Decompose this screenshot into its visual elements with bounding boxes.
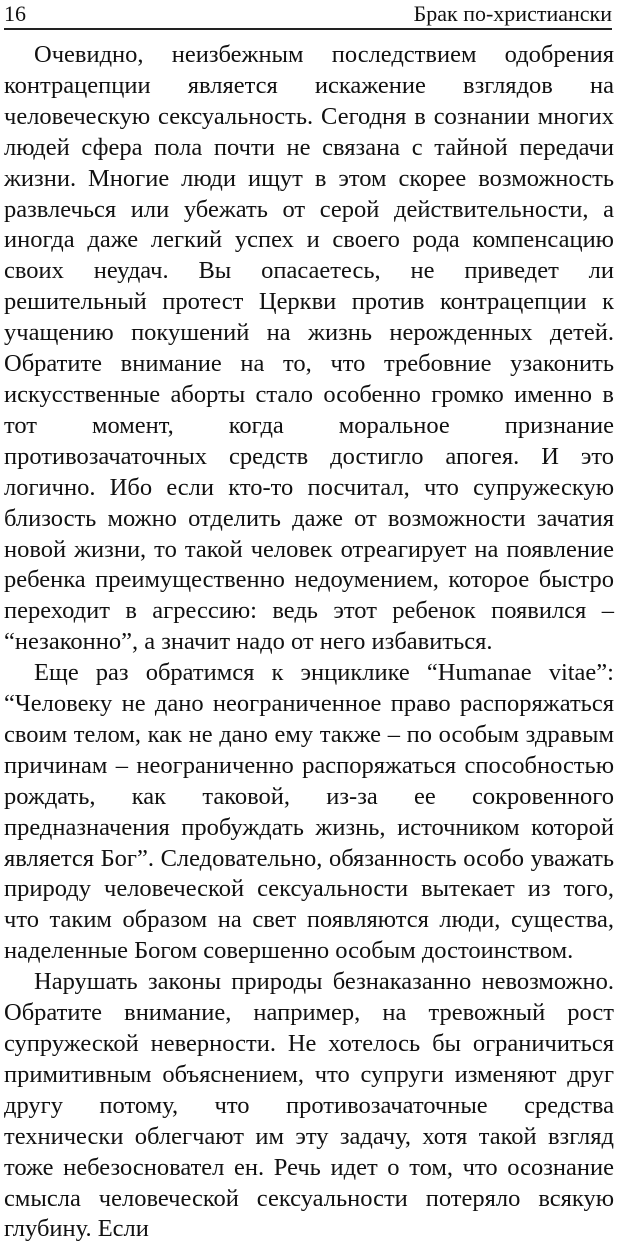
body-text <box>4 40 614 1245</box>
page-number: 16 <box>4 1 26 26</box>
running-title: Брак по-христиански <box>413 1 612 26</box>
running-head <box>4 0 612 30</box>
paragraph-laws-of-nature: Нарушать законы природы безнаказанно невозможно. Обратите внимание, например, на тревожный рост супружеской неверности. Не хотелось бы ограничиться примитивным объяснением, что супруги изменяют друг другу потому, что противозачаточные средства технически облегчают им эту задачу, хотя такой взгляд тоже небезосновател ен. Речь идет о том, что осознание смысла человеческой сексуальности потеряло всякую глубину. Если <box>4 968 614 1243</box>
paragraph-contraception: Очевидно, неизбежным последствием одобрения контрацепции является искажение взглядов на человеческую сексуальность. Сегодня в сознании многих людей сфера пола почти не связана с тайной передачи жизни. Многие люди ищут в этом скорее возможность развлечься или убежать от серой действительности, а иногда даже легкий успех и своего рода компенсацию своих неудач. Вы опасаетесь, не приведет ли решительный протест Церкви против контрацепции к учащению покушений на жизнь нерожденных детей. Обратите внимание на то, что требовние узаконить искусственные аборты стало особенно громко именно в тот момент, когда моральное признание противозачаточных средств достигло апогея. И это логично. Ибо если кто-то посчитал, что супружескую близость можно отделить даже от возможности зачатия новой жизни, то такой человек отреагирует на появление ребенка преимущественно недоумением, которое быстро переходит в агрессию: ведь этот ребенок появился – “незаконно”, а значит надо от него избавиться. <box>4 41 614 656</box>
paragraph-humanae-vitae: Еще раз обратимся к энциклике “Humanae vitae”: “Человеку не дано неограниченное право распоряжаться своим телом, как не дано ему также – по особым здравым причинам – неограниченно распоряжаться способностью рождать, как таковой, из-за ее сокровенного предназначения пробуждать жизнь, источником которой является Бог”. Следовательно, обязанность особо уважать природу человеческой сексуальности вытекает из того, что таким образом на свет появляются люди, существа, наделенные Богом совершенно особым достоинством. <box>4 659 614 965</box>
